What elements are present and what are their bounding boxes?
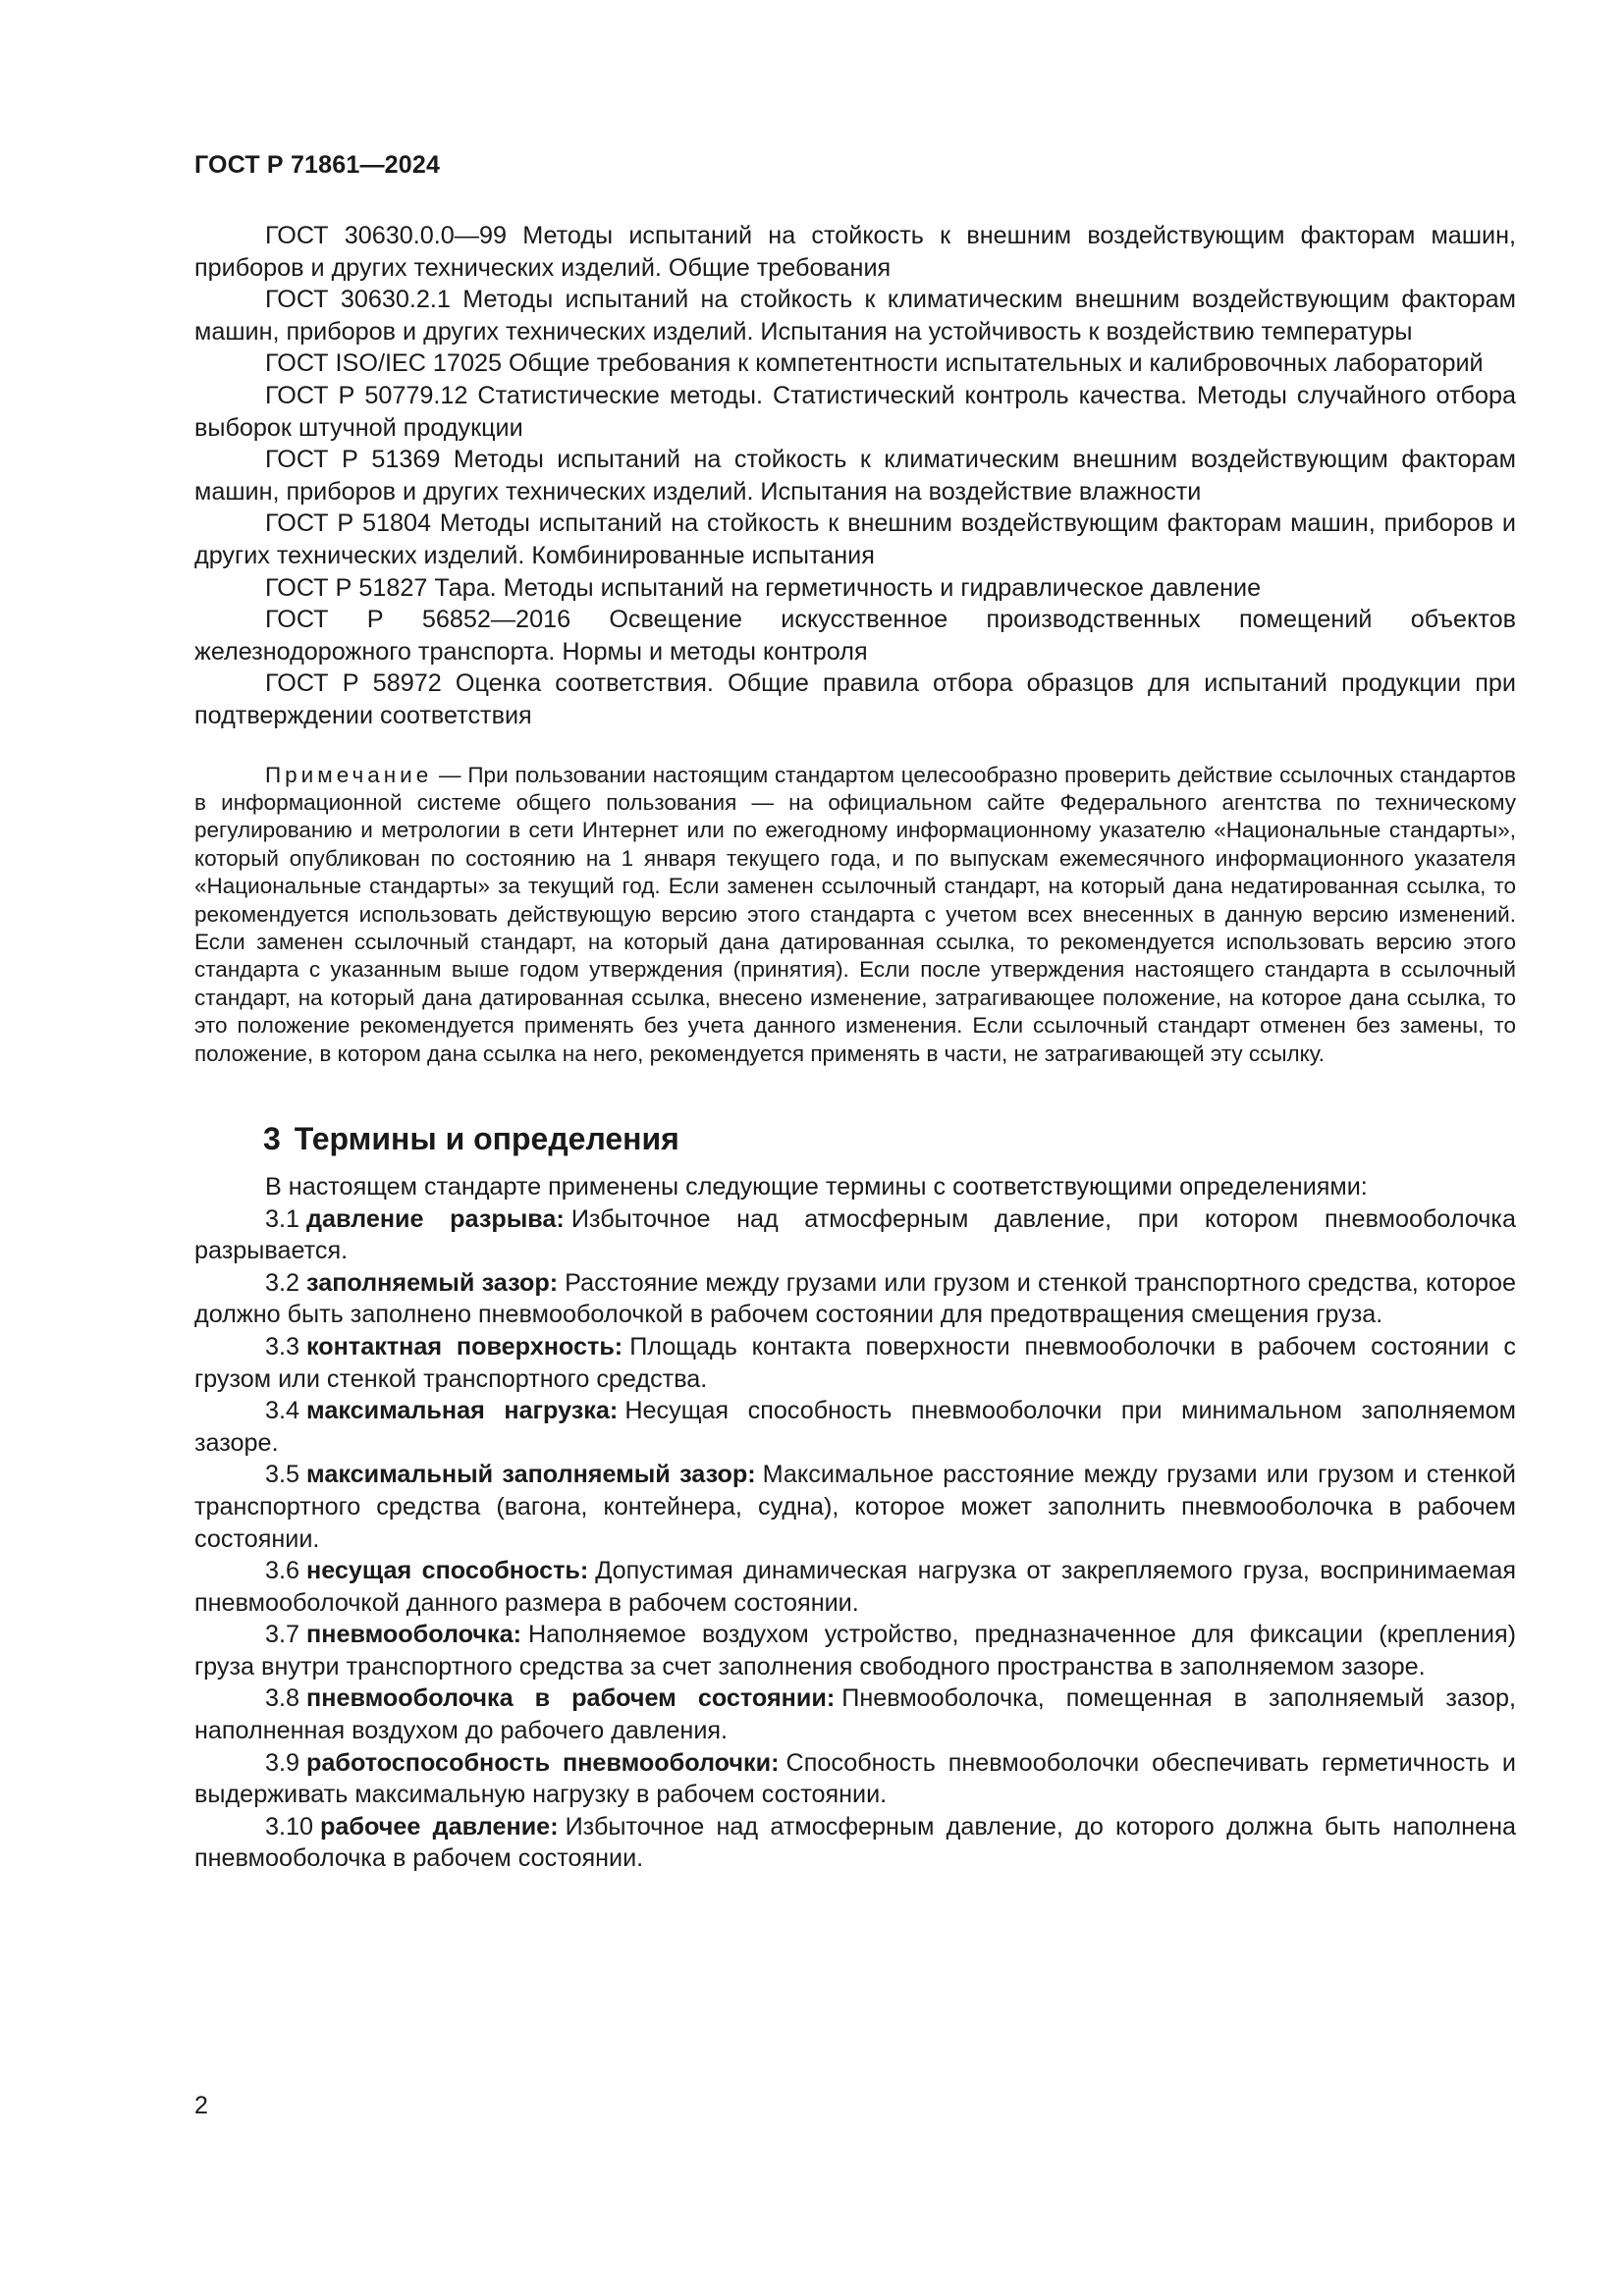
term-name: пневмооболочка: xyxy=(306,1621,522,1649)
terms-list xyxy=(194,1203,1516,1875)
term-entry xyxy=(194,1555,1516,1619)
reference-item: ГОСТ Р 58972 Оценка соответствия. Общие правила отбора образцов для испытаний продукции при подтверждении соответствия xyxy=(194,669,1516,729)
term-definition: Несущая способность пневмооболочки при минимальном заполняемом зазоре. xyxy=(194,1397,1516,1457)
term-entry xyxy=(194,1811,1516,1875)
term-entry xyxy=(194,1331,1516,1395)
term-number: 3.3 xyxy=(265,1332,300,1361)
term-name: заполняемый зазор: xyxy=(306,1268,559,1297)
term-name: максимальная нагрузка: xyxy=(306,1397,619,1425)
term-number: 3.1 xyxy=(265,1204,300,1233)
page-content xyxy=(194,220,1516,1875)
normative-references-list xyxy=(194,220,1516,732)
document-code-header: ГОСТ Р 71861—2024 xyxy=(194,151,441,179)
term-entry xyxy=(194,1682,1516,1746)
reference-item: ГОСТ Р 56852—2016 Освещение искусственное производственных помещений объектов железнодорожного транспорта. Нормы и методы контроля xyxy=(194,606,1516,666)
term-name: контактная поверхность: xyxy=(306,1332,623,1361)
reference-item: ГОСТ Р 51369 Методы испытаний на стойкость к климатическим внешним воздействующим факторам машин, приборов и других технических изделий. Испытания на воздействие влажности xyxy=(194,446,1516,506)
term-name: давление разрыва: xyxy=(306,1204,565,1233)
section-heading xyxy=(263,1121,1516,1157)
page-number: 2 xyxy=(194,2092,208,2119)
term-entry xyxy=(194,1203,1516,1267)
term-definition: Площадь контакта поверхности пневмооболочки в рабочем состоянии с грузом или стенкой транспортного средства. xyxy=(194,1332,1516,1393)
term-definition: Избыточное над атмосферным давление, при котором пневмооболочка разрывается. xyxy=(194,1204,1516,1265)
term-definition: Допустимая динамическая нагрузка от закрепляемого груза, воспринимаемая пневмооболочкой данного размера в рабочем состоянии. xyxy=(194,1557,1516,1617)
reference-item: ГОСТ Р 51804 Методы испытаний на стойкость к внешним воздействующим факторам машин, приборов и других технических изделий. Комбинированные испытания xyxy=(194,509,1516,569)
term-entry xyxy=(194,1459,1516,1555)
term-entry xyxy=(194,1395,1516,1459)
term-name: несущая способность: xyxy=(306,1557,589,1585)
term-name: рабочее давление: xyxy=(320,1812,559,1841)
term-number: 3.9 xyxy=(265,1748,300,1777)
term-definition: Расстояние между грузами или грузом и стенкой транспортного средства, которое должно быть заполнено пневмооболочкой в рабочем состоянии для предотвращения смещения груза. xyxy=(194,1268,1516,1329)
term-name: максимальный заполняемый зазор: xyxy=(306,1461,756,1489)
term-entry xyxy=(194,1619,1516,1682)
term-number: 3.10 xyxy=(265,1812,314,1841)
section-number: 3 xyxy=(263,1120,281,1156)
reference-item: ГОСТ Р 51827 Тара. Методы испытаний на герметичность и гидравлическое давление xyxy=(265,573,1262,602)
term-definition: Пневмооболочка, помещенная в заполняемый зазор, наполненная воздухом до рабочего давления. xyxy=(194,1684,1516,1745)
term-number: 3.4 xyxy=(265,1397,300,1425)
term-number: 3.8 xyxy=(265,1684,300,1713)
term-entry xyxy=(194,1267,1516,1331)
section-intro: В настоящем стандарте применены следующие термины с соответствующими определениями: xyxy=(265,1172,1368,1201)
term-name: пневмооболочка в рабочем состоянии: xyxy=(306,1684,836,1713)
reference-item: ГОСТ 30630.0.0—99 Методы испытаний на стойкость к внешним воздействующим факторам машин, приборов и других технических изделий. Общие требования xyxy=(194,222,1516,282)
term-number: 3.7 xyxy=(265,1621,300,1649)
section-title: Термины и определения xyxy=(294,1120,679,1156)
term-definition: Наполняемое воздухом устройство, предназначенное для фиксации (крепления) груза внутри транспортного средства за счет заполнения свободного пространства в заполняемом зазоре. xyxy=(194,1621,1516,1681)
term-name: работоспособность пневмооболочки: xyxy=(306,1748,780,1777)
term-number: 3.5 xyxy=(265,1461,300,1489)
term-definition: Способность пневмооболочки обеспечивать герметичность и выдерживать максимальную нагрузку в рабочем состоянии. xyxy=(194,1748,1516,1809)
reference-item: ГОСТ ISO/IEC 17025 Общие требования к компетентности испытательных и калибровочных лабораторий xyxy=(265,349,1484,378)
term-definition: Максимальное расстояние между грузами или грузом и стенкой транспортного средства (вагона, контейнера, судна), которое может заполнить пневмооболочка в рабочем состоянии. xyxy=(194,1461,1516,1553)
note-paragraph xyxy=(194,762,1516,1068)
reference-item: ГОСТ Р 50779.12 Статистические методы. Статистический контроль качества. Методы случайного отбора выборок штучной продукции xyxy=(194,381,1516,442)
reference-item: ГОСТ 30630.2.1 Методы испытаний на стойкость к климатическим внешним воздействующим факторам машин, приборов и других технических изделий. Испытания на устойчивость к воздействию температуры xyxy=(194,286,1516,346)
term-entry xyxy=(194,1747,1516,1811)
term-definition: Избыточное над атмосферным давление, до которого должна быть наполнена пневмооболочка в рабочем состоянии. xyxy=(194,1812,1516,1873)
term-number: 3.2 xyxy=(265,1268,300,1297)
note-text: — При пользовании настоящим стандартом целесообразно проверить действие ссылочных стандартов в информационной системе общего пользования — на официальном сайте Федерального агентства по техническому регулированию и метрологии в сети Интернет или по ежегодному информационному указателю «Национальные стандарты», который опубликован по состоянию на 1 января текущего года, и по выпускам ежемесячного информационного указателя «Национальные стандарты» за текущий год. Если заменен ссылочный стандарт, на который дана недатированная ссылка, то рекомендуется использовать действующую версию этого стандарта с учетом всех внесенных в данную версию изменений. Если заменен ссылочный стандарт, на который дана датированная ссылка, то рекомендуется использовать версию этого стандарта с указанным выше годом утверждения (принятия). Если после утверждения настоящего стандарта в ссылочный стандарт, на который дана датированная ссылка, внесено изменение, затрагивающее положение, на которое дана ссылка, то это положение рекомендуется применять без учета данного изменения. Если ссылочный стандарт отменен без замены, то положение, в котором дана ссылка на него, рекомендуется применять в части, не затрагивающей эту ссылку. xyxy=(194,762,1516,1066)
term-number: 3.6 xyxy=(265,1557,300,1585)
note-label: Примечание xyxy=(265,762,433,787)
